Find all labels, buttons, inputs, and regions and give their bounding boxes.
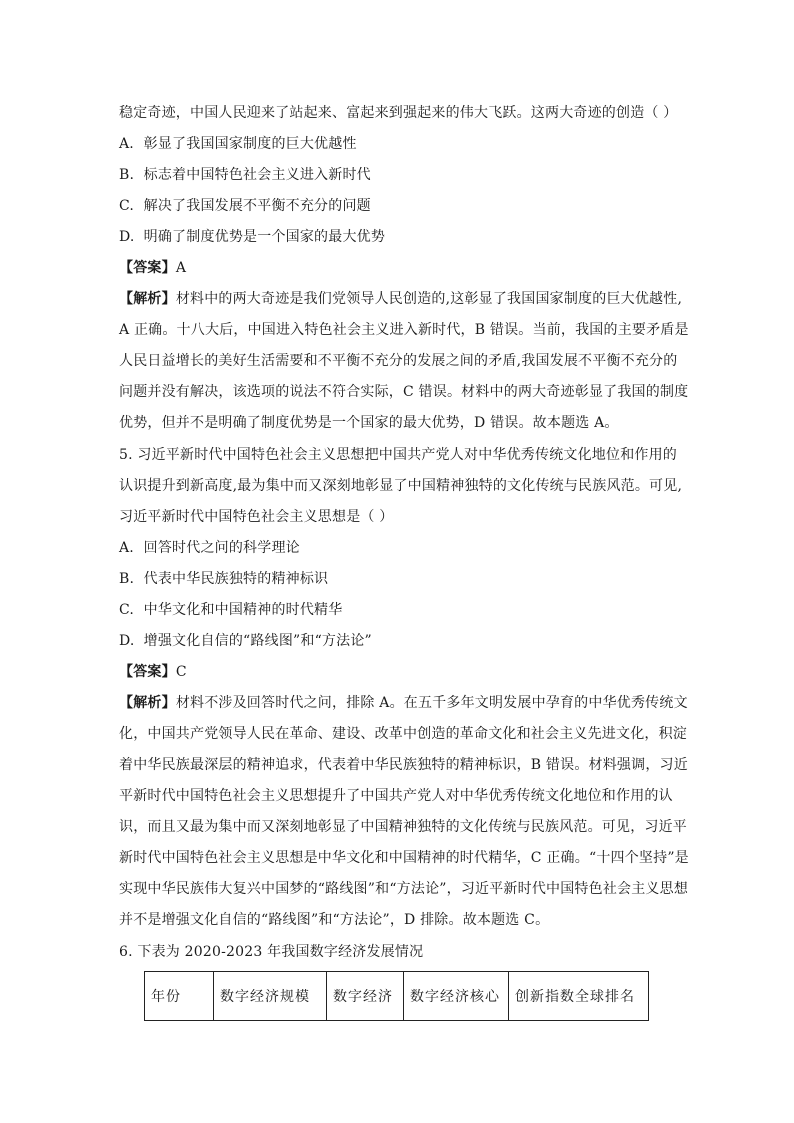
analysis-text: 材料不涉及回答时代之问，排除 A。在五千多年文明发展中孕育的中华优秀传统文 [175, 695, 688, 711]
option-label: C. [119, 198, 135, 214]
q4-option-b [119, 165, 371, 185]
option-text: 代表中华民族独特的精神标识 [143, 571, 329, 587]
table-header-row [145, 972, 649, 1021]
table-header-cell: 数字经济核心 [404, 972, 509, 1021]
q5-answer [119, 662, 187, 682]
option-label: A. [119, 540, 134, 556]
data-table [144, 971, 649, 1021]
option-label: B. [119, 167, 135, 183]
option-text: 回答时代之问的科学理论 [143, 540, 300, 556]
q5-stem-line-3: 习近平新时代中国特色社会主义思想是（ ） [119, 509, 394, 525]
table-header-cell: 创新指数全球排名 [509, 972, 649, 1021]
option-label: D. [119, 229, 135, 245]
q5-analysis-line-6: 新时代中国特色社会主义思想是中华文化和中国精神的时代精华，C 正确。“十四个坚持”是 [119, 850, 689, 866]
q5-analysis-line-8: 并不是增强文化自信的“路线图”和“方法论”，D 排除。故本题选 C。 [119, 912, 550, 928]
q5-option-d [119, 631, 372, 651]
answer-value: C [175, 664, 187, 680]
analysis-tag: 【解析】 [119, 291, 176, 307]
option-text: 增强文化自信的“路线图”和“方法论” [143, 633, 372, 649]
q5-option-c [119, 600, 342, 620]
analysis-tag: 【解析】 [119, 695, 176, 711]
option-text: 彰显了我国国家制度的巨大优越性 [143, 136, 357, 152]
q4-option-a [119, 134, 357, 154]
q5-analysis-line-7: 实现中华民族伟大复兴中国梦的“路线图”和“方法论”，习近平新时代中国特色社会主义思想 [119, 881, 689, 897]
option-label: A. [119, 136, 134, 152]
q6-stem: 6. 下表为 2020-2023 年我国数字经济发展情况 [119, 944, 424, 960]
table-header-cell: 数字经济 [327, 972, 404, 1021]
q5-option-b [119, 569, 328, 589]
option-label: B. [119, 571, 135, 587]
q4-analysis-line-4: 问题并没有解决，该选项的说法不符合实际，C 错误。材料中的两大奇迹彰显了我国的制度 [119, 384, 689, 400]
q6-table [144, 971, 649, 1021]
option-text: 标志着中国特色社会主义进入新时代 [143, 167, 371, 183]
q4-analysis-line-1 [119, 289, 682, 309]
table-header-cell: 年份 [145, 972, 214, 1021]
q5-analysis-line-3: 着中华民族最深层的精神追求，代表着中华民族独特的精神标识，B 错误。材料强调，习近 [119, 757, 688, 773]
q4-analysis-line-2: A 正确。十八大后，中国进入特色社会主义进入新时代，B 错误。当前，我国的主要矛盾是 [119, 322, 689, 338]
q4-answer [119, 258, 186, 278]
q5-analysis-line-2: 化，中国共产党领导人民在革命、建设、改革中创造的革命文化和社会主义先进文化，积淀 [119, 726, 687, 742]
q5-stem-line-1: 5. 习近平新时代中国特色社会主义思想把中国共产党人对中华优秀传统文化地位和作用的 [119, 447, 678, 463]
q5-analysis-line-5: 识，而且又最为集中而又深刻地彰显了中国精神独特的文化传统与民族风范。可见，习近平 [119, 819, 687, 835]
q4-analysis-line-3: 人民日益增长的美好生活需要和不平衡不充分的发展之间的矛盾,我国发展不平衡不充分的 [119, 353, 678, 369]
q5-analysis-line-4: 平新时代中国特色社会主义思想提升了中国共产党人对中华优秀传统文化地位和作用的认 [119, 788, 673, 804]
table-header-cell: 数字经济规模 [214, 972, 327, 1021]
option-label: D. [119, 633, 135, 649]
q4-stem-tail: 稳定奇迹，中国人民迎来了站起来、富起来到强起来的伟大飞跃。这两大奇迹的创造（ ） [119, 105, 678, 121]
answer-tag: 【答案】 [119, 664, 176, 680]
answer-tag: 【答案】 [119, 260, 176, 276]
option-text: 解决了我国发展不平衡不充分的问题 [143, 198, 371, 214]
q4-option-c [119, 196, 371, 216]
q4-analysis-line-5: 优势，但并不是明确了制度优势是一个国家的最大优势，D 错误。故本题选 A。 [119, 415, 619, 431]
answer-value: A [175, 260, 187, 276]
q5-stem-line-2: 认识提升到新高度,最为集中而又深刻地彰显了中国精神独特的文化传统与民族风范。可见, [119, 478, 683, 494]
analysis-text: 材料中的两大奇迹是我们党领导人民创造的,这彰显了我国国家制度的巨大优越性, [175, 291, 683, 307]
q4-option-d [119, 227, 385, 247]
option-text: 中华文化和中国精神的时代精华 [143, 602, 343, 618]
q5-analysis-line-1 [119, 693, 688, 713]
option-text: 明确了制度优势是一个国家的最大优势 [143, 229, 386, 245]
q5-option-a [119, 538, 300, 558]
option-label: C. [119, 602, 135, 618]
